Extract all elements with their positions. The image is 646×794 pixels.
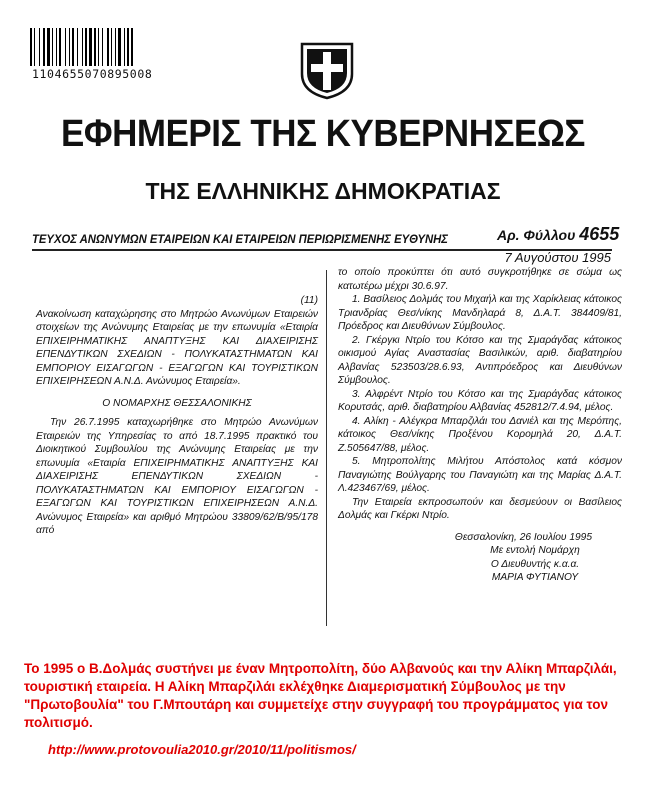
red-caption: Το 1995 ο Β.Δολμάς συστήνει με έναν Μητροπολίτη, δύο Αλβανούς και την Αλίκη Μπαρζιλάι, τουριστική εταιρεία. Η Αλίκη Μπαρζιλάι εκλέχθηκε Διαμερισματική Σύμβουλος με την "Πρωτοβουλία" του Γ.Μπουτάρη και συμμετείχε στην συγγραφή του προγράμματος για τον πολιτισμό. [24, 661, 617, 730]
representation-text: Την Εταιρεία εκπροσωπούν και δεσμεύουν οι Βασίλειος Δολμάς και Γκέρκι Ντρίο. [338, 496, 622, 521]
column-divider [326, 270, 327, 626]
coat-of-arms-icon [298, 40, 356, 100]
announcement-text: Ανακοίνωση καταχώρησης στο Μητρώο Ανωνύμων Εταιρειών στοιχείων της Ανώνυμης Εταιρείας με την επωνυμία «Εταιρία ΕΠΙΧΕΙΡΗΜΑΤΙΚΗΣ ΑΝΑΠΤΥΞΗΣ ΚΑΙ ΔΙΑΧΕΙΡΙΣΗΣ ΕΠΕΝΔΥΤΙΚΩΝ ΣΧΕΔΙΩΝ - ΠΟΛΥΚΑΤΑΣΤΗΜΑΤΩΝ ΚΑΙ ΕΜΠΟΡΙΟΥ ΕΙΣΑΓΩΓΩΝ - ΕΞΑΓΩΓΩΝ ΚΑΙ ΤΟΥΡΙΣΤΙΚΩΝ ΕΠΙΧΕΙΡΗΣΕΩΝ Α.Ν.Δ. Ανώνυμος Εταιρεία». [36, 308, 318, 387]
barcode [30, 28, 180, 66]
registration-text: Την 26.7.1995 καταχωρήθηκε στο Μητρώο Ανωνύμων Εταιρειών της Υπηρεσίας το από 18.7.1995 πρακτικό του Διοικητικού Συμβουλίου της Ανώνυμης Εταιρείας με την επωνυμία «Εταιρία ΕΠΙΧΕΙΡΗΜΑΤΙΚΗΣ ΑΝΑΠΤΥΞΗΣ ΚΑΙ ΔΙΑΧΕΙΡΙΣΗΣ ΕΠΕΝΔΥΤΙΚΩΝ ΣΧΕΔΙΩΝ - ΠΟΛΥΚΑΤΑΣΤΗΜΑΤΩΝ ΚΑΙ ΕΜΠΟΡΙΟΥ ΕΙΣΑΓΩΓΩΝ - ΕΞΑΓΩΓΩΝ ΚΑΙ ΤΟΥΡΙΣΤΙΚΩΝ ΕΠΙΧΕΙΡΗΣΕΩΝ Α.Ν.Δ. Ανώνυμος Εταιρεία» και αριθμό Μητρώου 33809/62/Β/95/178 από [36, 417, 318, 536]
sheet-label: Αρ. Φύλλου [497, 227, 576, 243]
issue-label: ΤΕΥΧΟΣ ΑΝΩΝΥΜΩΝ ΕΤΑΙΡΕΙΩΝ ΚΑΙ ΕΤΑΙΡΕΙΩΝ ΠΕΡΙΩΡΙΣΜΕΝΗΣ ΕΥΘΥΝΗΣ [32, 232, 448, 246]
board-member: 5. Μητροπολίτης Μιλήτου Απόστολος κατά κόσμον Παναγιώτης Βούλγαρης του Παναγιώτη και της Μαρίας Δ.Α.Τ. Λ.423467/69, μέλος. [338, 456, 622, 494]
board-member: 3. Αλφρέντ Ντρίο του Κότσο και της Σμαράγδας κάτοικος Κορυτσάς, αριθ. διαβατηρίου Αλβανίας 452812/7.4.94, μέλος. [338, 388, 622, 413]
board-member: 2. Γκέργκι Ντρίο του Κότσο και της Σμαράγδας κάτοικος οικισμού Αγίας Αναστασίας Βασιλικών, αριθ. διαβατηρίου Αλβανίας 523503/28.6.93, Αντιπρόεδρος και Διευθύνων Σύμβουλος. [338, 334, 622, 386]
right-column [338, 266, 622, 585]
issue-date: 7 Αυγούστου 1995 [504, 250, 611, 265]
signature-line: Με εντολή Νομάρχη [490, 545, 580, 556]
source-link[interactable]: http://www.protovoulia2010.gr/2010/11/politismos/ [48, 742, 356, 757]
newspaper-title: ΕΦΗΜΕΡΙΣ ΤΗΣ ΚΥΒΕΡΝΗΣΕΩΣ [61, 113, 585, 155]
place-date: Θεσσαλονίκη, 26 Ιουλίου 1995 [454, 531, 592, 543]
announcement-number: (11) [300, 295, 318, 306]
signature-line: Ο Διευθυντής κ.α.α. [490, 558, 580, 570]
board-member: 4. Αλίκη - Αλέγκρα Μπαρζιλάι του Δανιέλ και της Μερόπης, κάτοικος Θεσ/νίκης Προξένου Κορομηλά 20, Δ.Α.Τ. Ζ.505647/88, μέλος. [338, 415, 622, 454]
board-intro: το οποίο προκύπτει ότι αυτό συγκροτήθηκε σε σώμα ως κατωτέρω μέχρι 30.6.97. [338, 267, 622, 292]
sheet-number [497, 224, 619, 245]
sheet-number-value: 4655 [579, 224, 620, 244]
barcode-number: 1104655070895008 [32, 67, 153, 81]
signature-name: ΜΑΡΙΑ ΦΥΤΙΑΝΟΥ [491, 572, 579, 583]
board-member: 1. Βασίλειος Δολμάς του Μιχαήλ και της Χαρίκλειας κάτοικος Τριανδρίας Θεσ/νίκης Μανδηλαρά 8, Δ.Α.Τ. 384409/81, Πρόεδρος και Διευθύνων Σύμβουλος. [338, 294, 622, 332]
newspaper-subtitle: ΤΗΣ ΕΛΛΗΝΙΚΗΣ ΔΗΜΟΚΡΑΤΙΑΣ [145, 178, 501, 204]
left-column [36, 294, 318, 538]
nomarch-heading: Ο ΝΟΜΑΡΧΗΣ ΘΕΣΣΑΛΟΝΙΚΗΣ [102, 397, 252, 409]
